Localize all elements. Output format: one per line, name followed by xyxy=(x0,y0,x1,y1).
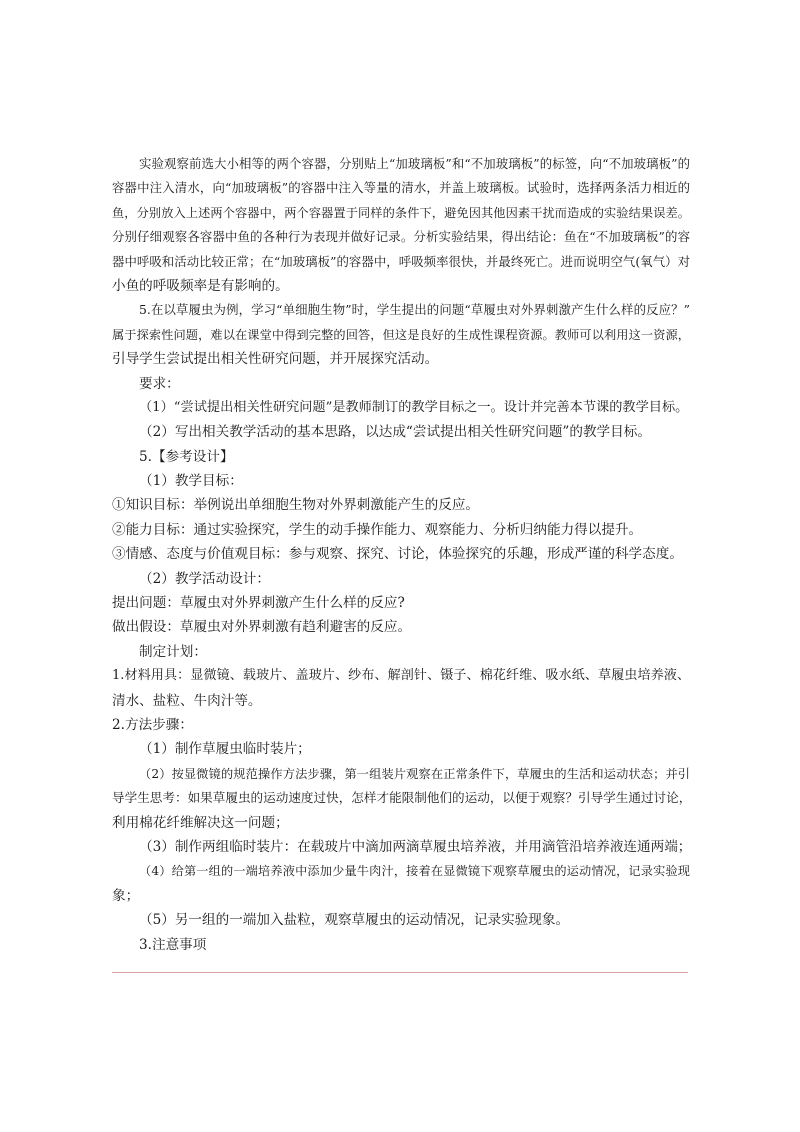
text-line: （3）制作两组临时装片：在载玻片中滴加两滴草履虫培养液，并用滴管沿培养液连通两端； xyxy=(139,838,692,855)
text-line: 制定计划： xyxy=(139,643,207,660)
text-line: 5.在以草履虫为例，学习“单细胞生物”时，学生提出的问题“草履虫对外界刺激产生什么样的反应？” xyxy=(139,302,690,318)
text-line: 鱼，分别放入上述两个容器中，两个容器置于同样的条件下，避免因其他因素干扰而造成的实验结果误差。 xyxy=(112,205,690,220)
text-line: （2）教学活动设计： xyxy=(139,570,270,587)
text-line: 清水、盐粒、牛肉汁等。 xyxy=(112,692,262,709)
text-line: 利用棉花纤维解决这一问题； xyxy=(112,814,289,831)
text-line: （1）“尝试提出相关性研究问题”是教师制订的教学目标之一。设计并完善本节课的教学目标。 xyxy=(139,399,689,415)
text-line: 器中呼吸和活动比较正常；在“加玻璃板”的容器中，呼吸频率很快，并最终死亡。进而说明空气(氧气）对 xyxy=(112,253,690,269)
text-line: 象； xyxy=(112,887,140,904)
text-line: 小鱼的呼吸频率是有影响的。 xyxy=(112,277,289,294)
text-line: 要求： xyxy=(139,375,180,392)
text-line: ①知识目标：举例说出单细胞生物对外界刺激能产生的反应。 xyxy=(112,497,480,514)
text-line: （5）另一组的一端加入盐粒，观察草履虫的运动情况，记录实验现象。 xyxy=(139,912,570,929)
text-line: ③情感、态度与价值观目标：参与观察、探究、讨论，体验探究的乐趣，形成严谨的科学态度。 xyxy=(112,546,683,563)
text-line: 做出假设：草履虫对外界刺激有趋利避害的反应。 xyxy=(112,619,412,636)
text-line: 实验观察前选大小相等的两个容器，分别贴上“加玻璃板”和“不加玻璃板”的标签，向“不加玻璃板”的 xyxy=(139,156,690,171)
text-line: 导学生思考：如果草履虫的运动速度过快，怎样才能限制他们的运动，以便于观察？引导学生通过讨论， xyxy=(112,790,692,806)
text-line: （1）制作草履虫临时装片； xyxy=(139,741,311,758)
text-line: 1.材料用具：显微镜、载玻片、盖玻片、纱布、解剖针、镊子、棉花纤维、吸水纸、草履虫培养液、 xyxy=(112,668,690,684)
text-line: （2）按显微镜的规范操作方法步骤，第一组装片观察在正常条件下，草履虫的生活和运动状态；并引 xyxy=(139,766,690,781)
text-line: 提出问题：草履虫对外界刺激产生什么样的反应? xyxy=(112,595,405,612)
text-line: 2.方法步骤： xyxy=(112,716,193,733)
footer-divider xyxy=(112,972,688,973)
text-line: 5.【参考设计】 xyxy=(139,448,234,465)
document-body xyxy=(112,152,690,957)
text-line: （4）给第一组的一端培养液中添加少量牛肉汁，接着在显微镜下观察草履虫的运动情况，记录实验现 xyxy=(139,864,690,879)
text-line: ②能力目标：通过实验探究，学生的动手操作能力、观察能力、分析归纳能力得以提升。 xyxy=(112,521,643,538)
text-line: 容器中注入清水，向“加玻璃板”的容器中注入等量的清水，并盖上玻璃板。试验时，选择两条活力相近的 xyxy=(112,180,690,196)
text-line: 分别仔细观察各容器中鱼的各种行为表现并做好记录。分析实验结果，得出结论：鱼在“不加玻璃板”的容 xyxy=(112,229,690,245)
text-line: （2）写出相关教学活动的基本思路，以达成“尝试提出相关性研究问题”的教学目标。 xyxy=(139,424,651,441)
text-line: （1）教学目标： xyxy=(139,473,243,490)
text-line: 引导学生尝试提出相关性研究问题，并开展探究活动。 xyxy=(112,351,439,368)
text-line: 3.注意事项 xyxy=(139,936,207,953)
text-line: 属于探索性问题，难以在课堂中得到完整的回答，但这是良好的生成性课程资源。教师可以利用这一资源， xyxy=(112,327,690,342)
